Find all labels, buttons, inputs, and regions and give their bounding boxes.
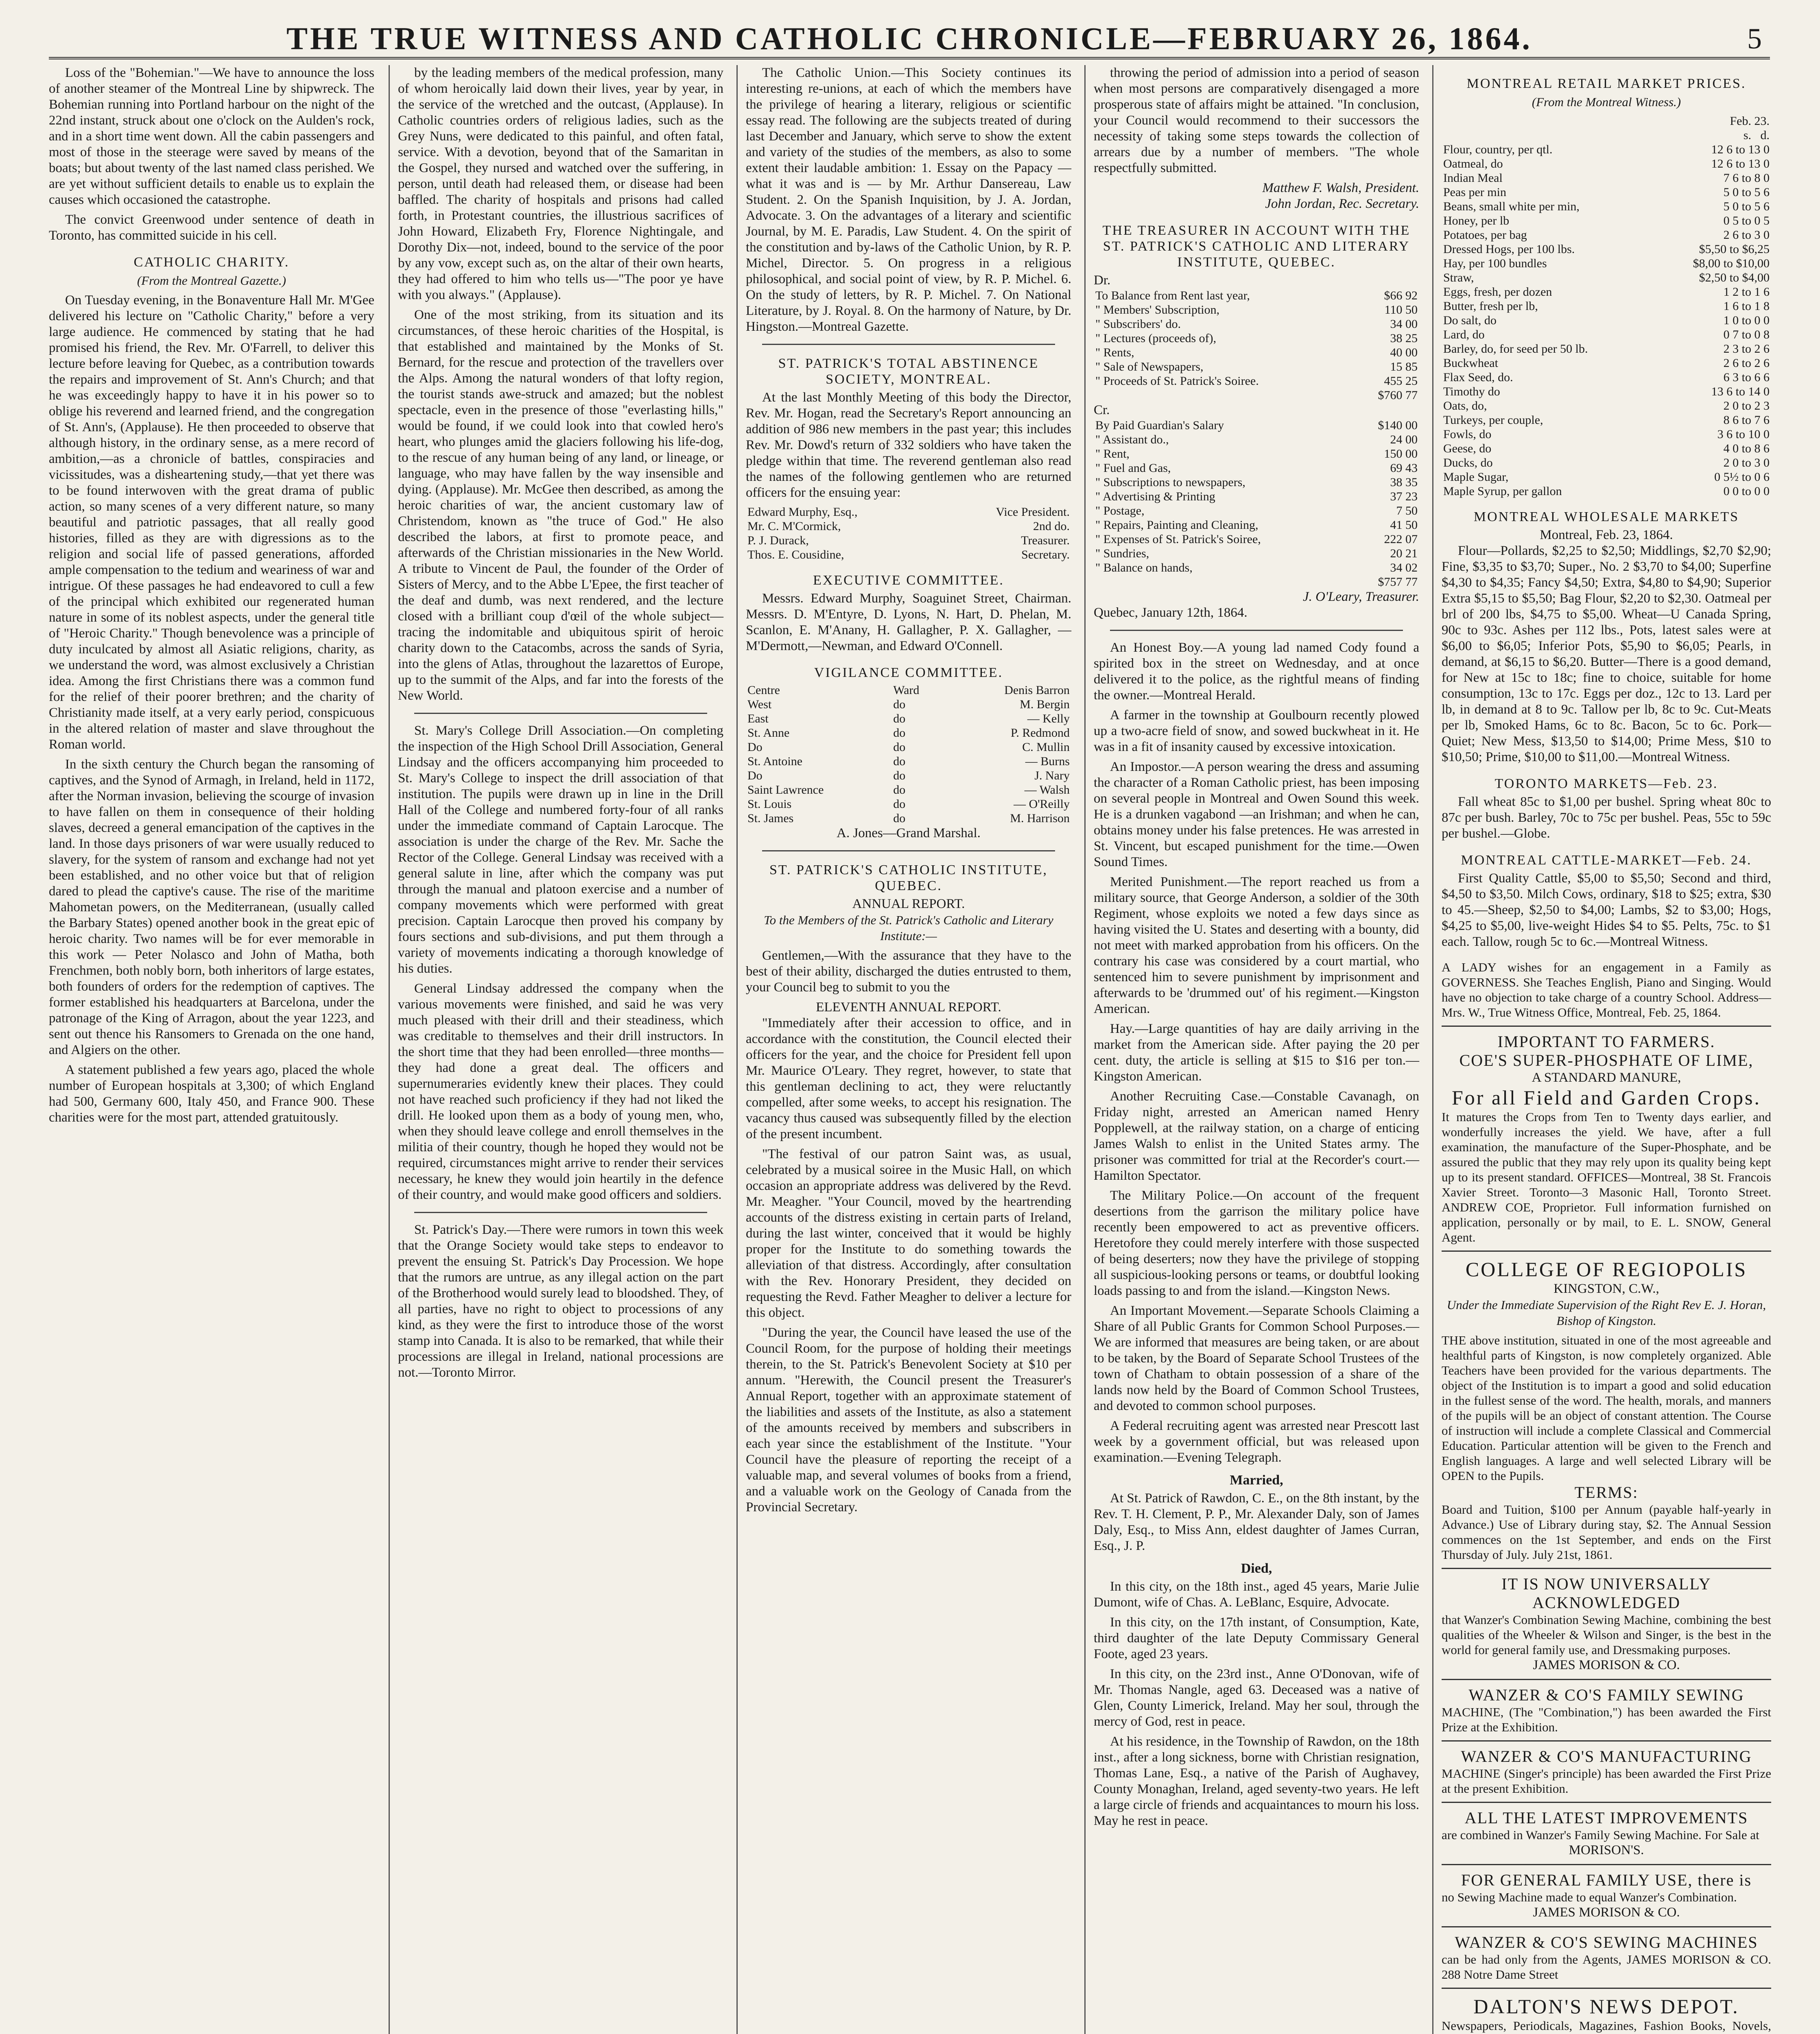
credit-label: Cr. [1094,403,1110,417]
table-row: Flax Seed, do. 6 3 to 6 6 [1443,371,1770,384]
article-paragraph: On Tuesday evening, in the Bonaventure Hall Mr. M'Gee delivered his lecture on "Catholic Charity," before a very large audience. He commenced by stating that he had promised his friend, the Rev. Mr. O'Farrell, to deliver this lecture before leaving for Quebec, as a contribution towards the repairs and improvement of St. Ann's Church; and that he was exceedingly happy to have it in his power so to oblige his reverend and learned friend, and the congregation of St. Ann's, (Applause). He then proceeded to observe that although history, in the ordinary sense, as a mere record of ambition,—as a chronicle of battles, conspiracies and vicissitudes, was a disheartening study,—that yet there was to be found interwoven with the great drama of public action, so many scenes of a very different nature, so many beautiful and patriotic passages, that all really good histories, filled as they are with digressions as to the religion and social life of passed generations, afforded ample compensation to the tedium and weariness of war and intrigue. Of these passages he had endeavored to cull a few of the principal which exhibited our regenerated human nature in some of its noblest aspects, under the general title of "Heroic Charity." Though benevolence was a principle of duty inculcated by almost all Asiatic religions, charity, as we understand the word, was almost exclusively a Christian idea. Among the first Christians there was a common fund for the relief of their poorer brethren; and the charity of Christianity made itself, at a very early period, conspicuous in the altered relation of master and slave throughout the Roman world. [49,293,374,752]
ad-text: THE above institution, situated in one of the most agreeable and healthful parts of Kingston, is now completely organized. Able Teachers have been provided for the various departments. The object of the Institution is to impart a good and solid education in the fullest sense of the word. The health, morals, and manners of the pupils will be an object of constant attention. The Course of instruction will include a complete Classical and Commercial Education. Particular attention will be given to the French and English languages. A large and well selected Library will be OPEN to the Pupils. [1442,1333,1771,1483]
heading-catholic-institute: ST. PATRICK'S CATHOLIC INSTITUTE, QUEBEC. [769,862,1048,893]
dateline: Montreal, Feb. 23, 1864. [1540,528,1673,542]
table-row-total: $760 77 [1378,388,1418,402]
ad-headline: COLLEGE OF REGIOPOLIS [1465,1258,1748,1281]
table-row: " Expenses of St. Patrick's Soiree, 222 07 [1095,533,1418,546]
table-row [746,548,1071,562]
toronto-report: Fall wheat 85c to $1,00 per bushel. Spring wheat 80c to 87c per bush. Barley, 70c to 75c per bushel. Peas, 55c to 59c per bushel.—Globe. [1442,794,1771,841]
table-row: St. Louis do — O'Reilly [747,797,1070,811]
table-row: Straw, $2,50 to $4,00 [1443,271,1770,284]
table-row: Timothy do 13 6 to 14 0 [1443,385,1770,398]
notice-died: In this city, on the 23rd inst., Anne O'Donovan, wife of Mr. Thomas Nangle, aged 63. Deceased was a native of Glen, County Limerick, Ireland. May her soul, through the mercy of God, rest in peace. [1094,1667,1419,1729]
ad-text: that Wanzer's Combination Sewing Machine, combining the best qualities of the Wheeler & Wilson and Singer, is the best in the world for general family use, and Dressmaking purposes. [1442,1613,1771,1657]
table-row: " Members' Subscription, 110 50 [1095,303,1418,316]
table-row: " Rent, 150 00 [1095,447,1418,460]
table-row: West do M. Bergin [747,698,1070,711]
table-row: " Lectures (proceeds of), 38 25 [1095,332,1418,345]
cattle-report: First Quality Cattle, $5,00 to $5,50; Second and third, $4,50 to $3,50. Milch Cows, ordinary, $18 to $25; extra, $30 to 45.—Sheep, $2,50 to $4,00; Lambs, $2 to $3,00; Hogs, $4,25 to $5,00, live-weight Hides $4 to $5. Pelts, 75c. to $1 each. Tallow, rough 5c to 6c.—Montreal Witness. [1442,871,1771,949]
table-row: Saint Lawrence do — Walsh [747,783,1070,797]
officer-name: Mr. C. M'Cormick, [747,519,841,533]
table-row: Butter, fresh per lb, 1 6 to 1 8 [1443,299,1770,313]
article-catholic-union: The Catholic Union.—This Society continues its interesting re-unions, at each of which the members have the privilege of hearing a literary, religious or scientific essay read. The following are the subjects treated of during last December and January, which serve to show the extent and variety of the studies of the members, as also to some extent their laudable ambition: 1. Essay on the Papacy — what it was and is — by Mr. Arthur Dansereau, Law Student. 2. On the Spanish Inquisition, by J. A. Jordan, Advocate. 3. On the advantages of a literary and scientific Journal, by M. E. Paradis, Law Student. 4. On the spirit of the constitution and by-laws of the Catholic Union, by R. P. Michel, Director. 5. On progress in a religious philosophical, and social point of view, by R. P. Michel. 6. On the study of letters, by R. P. Michel. 7. On National Literature, by J. Royal. 8. On the harmony of Nature, by Dr. Hingston.—Montreal Gazette. [746,65,1071,334]
ad-latest-improvements [1442,1803,1771,1865]
ad-heading: TERMS: [1574,1483,1639,1501]
heading-cattle-market: MONTREAL CATTLE-MARKET—Feb. 24. [1461,853,1752,868]
dateline: Quebec, January 12th, 1864. [1094,605,1248,620]
table-row: East do — Kelly [747,712,1070,725]
ad-daltons-news-depot [1442,1989,1771,2034]
table-row: St. Antoine do — Burns [747,755,1070,768]
ad-farmers [1442,1027,1771,1252]
ad-text: MACHINE, (The "Combination,") has been awarded the First Prize at the Exhibition. [1442,1705,1771,1734]
table-row: " Advertising & Printing 37 23 [1095,490,1418,503]
treasurer-signature: J. O'Leary, Treasurer. [1302,589,1419,604]
notice-died: At his residence, in the Township of Rawdon, on the 18th inst., after a long sickness, borne with Christian resignation, Thomas Lane, Esq., a native of the Parish of Aughavey, County Monaghan, Ireland, aged seventy-two years. He left a large circle of friends and acquaintances to mourn his loss. May he rest in peace. [1094,1734,1419,1828]
ad-governess [1442,954,1771,1027]
news-item: An Important Movement.—Separate Schools Claiming a Share of all Public Grants for Common School Purposes.—We are informed that measures are being taken, or are about to be taken, by the Board of Separate School Trustees of the town of Chatham to obtain possession of a share of the lands now held by the Board of Common School Trustees, and devoted to common school purposes. [1094,1303,1419,1413]
ad-heading: WANZER & CO'S SEWING MACHINES [1455,1933,1758,1951]
article-paragraph: "Immediately after their accession to office, and in accordance with the constitution, the Council elected their officers for the year, and the choice for President fell upon Mr. Maurice O'Leary. They regret, however, to state that this gentleman declining to act, they were reluctantly compelled, after some weeks, to accept his resignation. The vacancy thus caused was subsequently filled by the election of the present incumbent. [746,1016,1071,1141]
ad-college-regiopolis [1442,1252,1771,1569]
officer-name: Thos. E. Cousidine, [747,548,844,561]
ad-text: Board and Tuition, $100 per Annum (payable half-yearly in Advance.) Use of Library during stay, $2. The Annual Session commences on the 1st September, and ends on the First Thursday of July. July 21st, 1861. [1442,1502,1771,1562]
table-row: Fowls, do 3 6 to 10 0 [1443,428,1770,441]
ad-wanzer-manufacturing [1442,1742,1771,1803]
table-row: To Balance from Rent last year, $66 92 [1095,289,1418,302]
retail-prices-table [1442,114,1771,498]
table-row: Maple Sugar, 0 5½ to 0 6 [1443,470,1770,484]
source-note: (From the Montreal Witness.) [1532,95,1681,109]
officer-name: Edward Murphy, Esq., [747,505,858,519]
subheading-eleventh-report: ELEVENTH ANNUAL REPORT. [816,1000,1001,1015]
ad-heading: ALL THE LATEST IMPROVEMENTS [1464,1809,1748,1827]
ad-heading: IMPORTANT TO FARMERS. [1497,1032,1715,1051]
heading-died: Died, [1241,1561,1272,1576]
heading-vigilance-committee: VIGILANCE COMMITTEE. [814,665,1003,680]
article-paragraph: General Lindsay addressed the company when the various movements were finished, and said he was very much pleased with their drill and their steadiness, which was creditable to themselves and their drill instructors. In the short time that they had been enrolled—three months—they had done a great deal. The officers and supernumeraries evidently knew their places. They could not have reached such proficiency if they had not liked the drill. He looked upon them as a body of young men, who, when they should leave college and enroll themselves in the militia of their country, though he hoped they would not be required, circumstances might arrive to render their services necessary, he knew they would join heartily in the defence of their country, and would make good officers and soldiers. [398,981,723,1202]
divider [414,713,707,714]
signature: Matthew F. Walsh, President. [1262,181,1419,195]
table-row: Eggs, fresh, per dozen 1 2 to 1 6 [1443,285,1770,299]
subheading-annual-report: ANNUAL REPORT. [852,897,965,911]
ad-signature: JAMES MORISON & CO. [1533,1658,1680,1672]
ad-text: no Sewing Machine made to equal Wanzer's Combination. [1442,1890,1737,1904]
heading-toronto-markets: TORONTO MARKETS—Feb. 23. [1494,776,1718,791]
divider [1110,630,1403,631]
ad-text: MACHINE (Singer's principle) has been awarded the First Prize at the present Exhibition. [1442,1766,1771,1796]
ad-signature: JAMES MORISON & CO. [1533,1905,1680,1920]
officer-name: P. J. Durack, [747,534,809,547]
heading-catholic-charity: CATHOLIC CHARITY. [133,255,290,270]
table-row: " Sundries, 20 21 [1095,547,1418,560]
column-3 [736,65,1079,2034]
table-row: Peas per min 5 0 to 5 6 [1443,186,1770,199]
divider [414,1212,707,1213]
ad-heading: IT IS NOW UNIVERSALLY ACKNOWLEDGED [1501,1575,1711,1612]
table-row: By Paid Guardian's Salary $140 00 [1095,419,1418,432]
ad-text: can be had only from the Agents, JAMES MORISON & CO. 288 Notre Dame Street [1442,1952,1771,1982]
officer-role: 2nd do. [1033,519,1070,533]
article-greenwood: The convict Greenwood under sentence of death in Toronto, has committed suicide in his cell. [49,212,374,243]
ad-subheading: KINGSTON, C.W., [1553,1281,1659,1296]
ad-subheading: COE'S SUPER-PHOSPHATE OF LIME, [1459,1051,1754,1069]
divider [762,850,1055,851]
table-row: Indian Meal 7 6 to 8 0 [1443,171,1770,185]
table-row: Do salt, do 1 0 to 0 0 [1443,314,1770,327]
article-paragraph: by the leading members of the medical profession, many of whom heroically laid down their lives, year by year, in the service of the wretched and the outcast, (Applause). In Catholic countries orders of religious ladies, such as the Grey Nuns, were dedicated to this painful, and often fatal, service. With a devotion, beyond that of the Samaritan in the Gospel, they nursed and watched over the suffering, in person, until death had released them, or disease had been baffled. The charity of hospitals and prisons had called forth, in Protestant countries, the illustrious sacrifices of John Howard, Elizabeth Fry, Florence Nightingale, and Dorothy Dix—not, indeed, bound to the service of the poor by any vow, except such as, on the altar of their own hearts, they had offered to him who tells us—"The poor ye have with you always." (Applause). [398,65,723,302]
article-paragraph: "During the year, the Council have leased the use of the Council Room, for the purpose of holding their meetings therein, to the St. Patrick's Benevolent Society at $10 per annum. "Herewith, the Council present the Treasurer's Annual Report, together with an approximate statement of the liabilities and assets of the Institute, as also a statement of the amounts received by members and subscribers in each year since the establishment of the Institute. "Your Council have the pleasure of reporting the receipt of a valuable map, and several volumes of books from a friend, and a valuable work on the Geology of Canada from the Provincial Secretary. [746,1325,1071,1515]
table-row: " Fuel and Gas, 69 43 [1095,461,1418,475]
table-row: Buckwheat 2 6 to 2 6 [1443,356,1770,370]
ad-signature: MORISON'S. [1569,1843,1644,1857]
debit-table [1094,288,1419,402]
ad-heading: WANZER & CO'S FAMILY SEWING [1468,1686,1744,1704]
officer-role: Treasurer. [1021,534,1070,547]
news-item: An Honest Boy.—A young lad named Cody found a spirited box in the street on Wednesday, and at once delivered it to the police, as the rightful means of finding the owner.—Montreal Herald. [1094,640,1419,703]
newspaper-page [49,16,1770,2034]
article-bohemian: Loss of the "Bohemian."—We have to announce the loss of another steamer of the Montreal Line by shipwreck. The Bohemian running into Portland harbour on the night of the 22nd instant, struck about one o'clock on the Aulden's rock, and in a short time went down. All the cabin passengers and most of those in the steerage were saved by means of the boats; but about twenty of the last named class perished. We are yet without sufficient details to enable us to explain the causes which occasioned the catastrophe. [49,65,374,207]
notice-married: At St. Patrick of Rawdon, C. E., on the 8th instant, by the Rev. T. H. Clement, P. P., Mr. Alexander Daly, son of James Daly, Esq., to Miss Ann, eldest daughter of James Curran, Esq., J. P. [1094,1491,1419,1553]
ad-general-family-use [1442,1865,1771,1927]
ad-heading: FOR GENERAL FAMILY USE, there is [1461,1871,1752,1889]
ad-text: A LADY wishes for an engagement in a Family as GOVERNESS. She Teaches English, Piano and Singing. Would have no objection to take charge of a country School. Address—Mrs. W., True Witness Office, Montreal, Feb. 25, 1864. [1442,960,1771,1019]
page-number: 5 [1747,22,1762,55]
table-header-row: Feb. 23. [1730,114,1770,128]
heading-retail-market: MONTREAL RETAIL MARKET PRICES. [1466,76,1746,91]
column-2 [389,65,732,2034]
ad-subheading: Under the Immediate Supervision of the Right Rev E. J. Horan, Bishop of Kingston. [1446,1298,1766,1328]
news-item: The Military Police.—On account of the frequent desertions from the garrison the military police have recently been empowered to act as preventive officers. Heretofore they could merely interfere with those suspected of being deserters; now they have the privilege of stopping all suspicious-looking persons or teams, or doubtful looking loads passing to and from the island.—Kingston News. [1094,1188,1419,1298]
heading-treasurer-account: THE TREASURER IN ACCOUNT WITH THE ST. PATRICK'S CATHOLIC AND LITERARY INSTITUTE, QUEBEC. [1102,223,1411,270]
salutation: To the Members of the St. Patrick's Catholic and Literary Institute:— [764,913,1053,943]
table-row: " Balance on hands, 34 02 [1095,561,1418,574]
heading-wholesale-markets: MONTREAL WHOLESALE MARKETS [1473,509,1739,524]
article-paragraph: throwing the period of admission into a period of season when most persons are comparatively disengaged a more prosperous state of affairs might be attained. "In conclusion, your Council would recommend to their successors the necessity of taking some steps towards the collection of arrears due by a number of members. "The whole respectfully submitted. [1094,65,1419,175]
table-row: " Postage, 7 50 [1095,504,1418,517]
article-st-patricks-day: St. Patrick's Day.—There were rumors in town this week that the Orange Society would take steps to endeavor to prevent the ensuing St. Patrick's Day Procession. We hope that the rumors are untrue, as any illegal action on the part of the Brotherhood would surely lead to bloodshed. They, of all parties, have no right to object to processions of any kind, as they were the first to introduce those of the worst stamp into Canada. It is also to be remarked, that while their processions are illegal in Ireland, national processions are not.—Toronto Mirror. [398,1222,723,1380]
ad-heading: WANZER & CO'S MANUFACTURING [1461,1747,1752,1766]
wholesale-report: Flour—Pollards, $2,25 to $2,50; Middlings, $2,70 $2,90; Fine, $3,35 to $3,70; Super., No. 2 $3,70 to $4,00; Superfine $4,30 to $4,35; Fancy $4,50; Extra, $4,80 to $4,90; Superior Extra $5,15 to $5,50; Bag Flour, $2,20 to $2,30. Oatmeal per brl of 200 lbs, $4,75 to $5,00. Wheat—U Canada Spring, 90c to 93c. Ashes per 112 lbs., Pots, latest sales were at $6,00 to $6,05; Inferior Pots, $5,90 to $6,05; Pearls, in demand, at $6,15 to $6,20. Butter—There is a good demand, for New at 15c to 18c; fine to choice, suitable for home consumption, 13c to 17c. Eggs per doz., 12c to 13. Lard per lb, in demand at 8 to 9c. Tallow per lb, 8c to 9c. Cut-Meats per lb, Smoked Hams, 6c to 8c. Bacon, 5c to 6c. Pork—Quiet; New Mess, $13,50 to $14,00; Prime Mess, $10 to $10,50; Prime, $10,00 to $11,00.—Montreal Witness. [1442,543,1771,764]
table-row: Oatmeal, do 12 6 to 13 0 [1443,157,1770,170]
table-row: " Sale of Newspapers, 15 85 [1095,360,1418,373]
debit-label: Dr. [1094,273,1111,288]
ad-text: Newspapers, Periodicals, Magazines, Fashion Books, Novels, [1442,2019,1771,2033]
news-item: Another Recruiting Case.—Constable Cavanagh, on Friday night, arrested an American named Henry Popplewell, at the railway station, on a charge of enticing James Walsh to enlist in the United States army. The prisoner was committed for trial at the Recorder's court.—Hamilton Spectator. [1094,1089,1419,1183]
article-paragraph: "The festival of our patron Saint was, as usual, celebrated by a musical soiree in the Music Hall, on which occasion an appropriate address was delivered by the Revd. Mr. Meagher. "Your Council, moved by the heartrending accounts of the distress existing in certain parts of Ireland, during the last winter, conceived that it would be highly proper for the Institute to do something towards the alleviation of that distress. Accordingly, after consultation with the Rev. Honorary President, they decided on requesting the Revd. Father Meagher to deliver a lecture for this object. [746,1147,1071,1320]
article-paragraph: One of the most striking, from its situation and its circumstances, of these heroic charities of the Hospital, is that established and maintained by the Monks of St. Bernard, for the rescue and protection of the travellers over the Alps. Among the natural wonders of that lofty region, the tourist stands awe-struck and amazed; but the noblest spectacle, even in the presence of those "everlasting hills," would be found, if we could look into that cowled hero's heart, who plunges amid the glaciers following his life-dog, to the rescue of any human being of any land, or lineage, or language, who may have fallen by the way insensible and dying. (Applause). Mr. McGee then described, as among the heroic charities of war, the ancient customary law of Christendom, known as "the truce of God." He also described the labors, at first to promote peace, and afterwards of the Christian missionaries in the New World. A tribute to Vincent de Paul, the founder of the Order of Sisters of Mercy, and to the Abbe L'Epee, the first teacher of the deaf and dumb, was next rendered, and the lecture closed with a brilliant coup d'œil of the whole subject—tracing the indomitable and ubiquitous spirit of heroic charity down to the Catacombs, across the sands of Syria, into the glens of Atlas, throughout the lazarettos of Europe, up to the summit of the Alps, and far into the forests of the New World. [398,308,723,703]
news-item: Hay.—Large quantities of hay are daily arriving in the market from the American side. After paying the 20 per cent. duty, the article is selling at $15 to $16 per ton.—Kingston American. [1094,1021,1419,1084]
ad-wanzer-sewing-machines [1442,1927,1771,1989]
table-row: Ducks, do 2 0 to 3 0 [1443,456,1770,469]
table-row: Hay, per 100 bundles $8,00 to $10,00 [1443,257,1770,270]
table-row: Centre Ward Denis Barron [747,683,1070,697]
table-row [746,533,1071,548]
table-row: Beans, small white per min, 5 0 to 5 6 [1443,200,1770,213]
table-row: Lard, do 0 7 to 0 8 [1443,328,1770,341]
table-row-total: $757 77 [1378,575,1418,589]
table-row: " Subscribers' do. 34 00 [1095,317,1418,331]
credit-table [1094,418,1419,589]
news-item: Merited Punishment.—The report reached us from a military source, that George Anderson, a soldier of the 30th Regiment, whose exploits we noted a few days since as having visited the U. States and deserting with a bounty, did not meet with marked approbation from his officers. On the contrary his case was considered by a court martial, who sentenced him to severe punishment by imprisonment and afterwards to be 'drummed out' of his regiment.—Kingston American. [1094,875,1419,1016]
table-row: Potatoes, per bag 2 6 to 3 0 [1443,228,1770,242]
table-row: Do do C. Mullin [747,740,1070,754]
article-paragraph: A statement published a few years ago, placed the whole number of European hospitals at 3,300; of which England had 500, Germany 600, Italy 450, and France 900. These charities were for the most part, attended gratuitously. [49,1063,374,1125]
notice-died: In this city, on the 17th instant, of Consumption, Kate, third daughter of the late Deputy Commissary General Foote, aged 23 years. [1094,1615,1419,1661]
newspaper-title: THE TRUE WITNESS AND CATHOLIC CHRONICLE—FEBRUARY 26, 1864. [286,21,1532,56]
table-row [746,505,1071,519]
table-row: " Subscriptions to newspapers, 38 35 [1095,476,1418,489]
ad-wanzer-acknowledged [1442,1569,1771,1680]
news-item: A farmer in the township at Goulbourn recently plowed up a two-acre field of snow, and sowed buckwheat in it. He was in a fit of insanity caused by excessive intoxication. [1094,708,1419,754]
table-row: St. James do M. Harrison [747,812,1070,825]
article-paragraph: Gentlemen,—With the assurance that they have to the best of their ability, discharged the duties entrusted to them, your Council beg to submit to you the [746,948,1071,995]
signature: John Jordan, Rec. Secretary. [1265,196,1419,211]
ad-wanzer-family [1442,1680,1771,1742]
masthead [49,16,1770,59]
table-row: Honey, per lb 0 5 to 0 5 [1443,214,1770,227]
heading-total-abstinence: ST. PATRICK'S TOTAL ABSTINENCE SOCIETY, MONTREAL. [778,356,1039,387]
ad-text: It matures the Crops from Ten to Twenty days earlier, and wonderfully increases the yield. We have, after a full examination, the manufacture of the Super-Phosphate, and be assured the public that they may rely upon its quality being kept up to its present standard. OFFICES—Montreal, 38 St. Francois Xavier Street. Toronto—3 Masonic Hall, Toronto Street. ANDREW COE, Proprietor. Full information furnished on application, personally or by mail, to E. L. SNOW, General Agent. [1442,1110,1771,1244]
table-row: Maple Syrup, per gallon 0 0 to 0 0 [1443,484,1770,498]
ad-headline: DALTON'S NEWS DEPOT. [1473,1995,1739,2018]
ad-subheading: A STANDARD MANURE, [1532,1070,1681,1085]
article-paragraph: At the last Monthly Meeting of this body the Director, Rev. Mr. Hogan, read the Secretary's Report announcing an addition of 986 new members in the past year; this includes Rev. Mr. Dowd's return of 332 soldiers who have taken the pledge within that time. The reverend gentleman also read the names of the following gentlemen who are returned officers for the ensuing year: [746,390,1071,500]
column-5 [1432,65,1771,2034]
article-paragraph: In the sixth century the Church began the ransoming of captives, and the Synod of Armagh, in Ireland, held in 1172, after the Norman invasion, believing the scourge of invasion to have fallen on them in consequence of their holding slaves, decreed a general emancipation of the captives in the land. In those days prisoners of war were usually reduced to slavery, for the system of ransom and exchange had not yet been established, and no other voice but that of religion dared to plead the captive's cause. The rise of the maritime Mahometan powers, on the Mediterranean, (usually called the Barbary States) opened another book in the great epic of heroic charity. Two names will be for ever memorable in this work — Peter Nolasco and John of Matha, both Frenchmen, both nobly born, both inheritors of large estates, both founders of orders for the redemption of captives. The former established his headquarters at Barcelona, under the patronage of the King of Arragon, about the year 1223, and sent out thence his Ransomers to Grenada on the one hand, and Algiers on the other. [49,757,374,1057]
table-header-row: s. d. [1743,129,1770,142]
article-drill-association: St. Mary's College Drill Association.—On completing the inspection of the High School Drill Association, General Lindsay and the officers accompanying him proceeded to St. Mary's College to inspect the drill association of that institution. The pupils were drawn up in line in the Drill Hall of the College and numbered forty-four of all ranks under the immediate command of Captain Larocque. The association is under the charge of the Rev. Mr. Sache the Rector of the College. General Lindsay was received with a general salute in line, after which the company was put through the manual and platoon exercise and a number of company movements which were performed with great precision. Captain Larocque then proved his company by fours sections and sub-divisions, and put them through a variety of movements indicating a thorough knowledge of his duties. [398,723,723,976]
table-row: Flour, country, per qtl. 12 6 to 13 0 [1443,143,1770,156]
officers-table [746,505,1071,562]
table-row: Dressed Hogs, per 100 lbs. $5,50 to $6,25 [1443,242,1770,256]
grand-marshal: A. Jones—Grand Marshal. [837,826,981,840]
table-row [746,519,1071,533]
table-row: " Proceeds of St. Patrick's Soiree. 455 25 [1095,374,1418,388]
news-item: A Federal recruiting agent was arrested near Prescott last week by a government official, but was released upon examination.—Evening Telegraph. [1094,1419,1419,1465]
column-1 [49,65,382,2034]
table-row: Geese, do 4 0 to 8 6 [1443,442,1770,455]
ad-text: are combined in Wanzer's Family Sewing Machine. For Sale at [1442,1828,1759,1842]
table-row: Turkeys, per couple, 8 6 to 7 6 [1443,413,1770,427]
table-row: St. Anne do P. Redmond [747,726,1070,740]
heading-executive-committee: EXECUTIVE COMMITTEE. [813,573,1004,588]
executive-committee-list: Messrs. Edward Murphy, Soaguinet Street, Chairman. Messrs. D. M'Entyre, D. Lyons, N. Hart, D. Phelan, M. Scanlon, E. M'Anany, H. Gallagher, P. X. Gallagher, — M'Dermott,—Newman, and Edward O'Connell. [746,591,1071,653]
divider [762,344,1055,345]
table-row: Barley, do, for seed per 50 lb. 2 3 to 2 6 [1443,342,1770,356]
table-row: Oats, do, 2 0 to 2 3 [1443,399,1770,412]
column-4 [1084,65,1427,2034]
officer-role: Secretary. [1021,548,1070,561]
source-note: (From the Montreal Gazette.) [137,273,286,288]
vigilance-table [746,683,1071,825]
table-row: Do do J. Nary [747,769,1070,782]
news-item: An Impostor.—A person wearing the dress and assuming the character of a Roman Catholic priest, has been imposing on several people in Montreal and Owen Sound this week. He is a drunken vagabond —an Irishman; and when he can, obtains money under his false pretences. He was arrested in St. Vincent, but escaped punishment for the time.—Owen Sound Times. [1094,759,1419,869]
table-row: " Rents, 40 00 [1095,346,1418,359]
table-row: " Assistant do., 24 00 [1095,433,1418,446]
heading-married: Married, [1230,1473,1283,1488]
table-row: " Repairs, Painting and Cleaning, 41 50 [1095,518,1418,532]
ad-headline: For all Field and Garden Crops. [1451,1086,1761,1109]
notice-died: In this city, on the 18th inst., aged 45 years, Marie Julie Dumont, wife of Chas. A. LeBlanc, Esquire, Advocate. [1094,1579,1419,1610]
officer-role: Vice President. [996,505,1070,519]
